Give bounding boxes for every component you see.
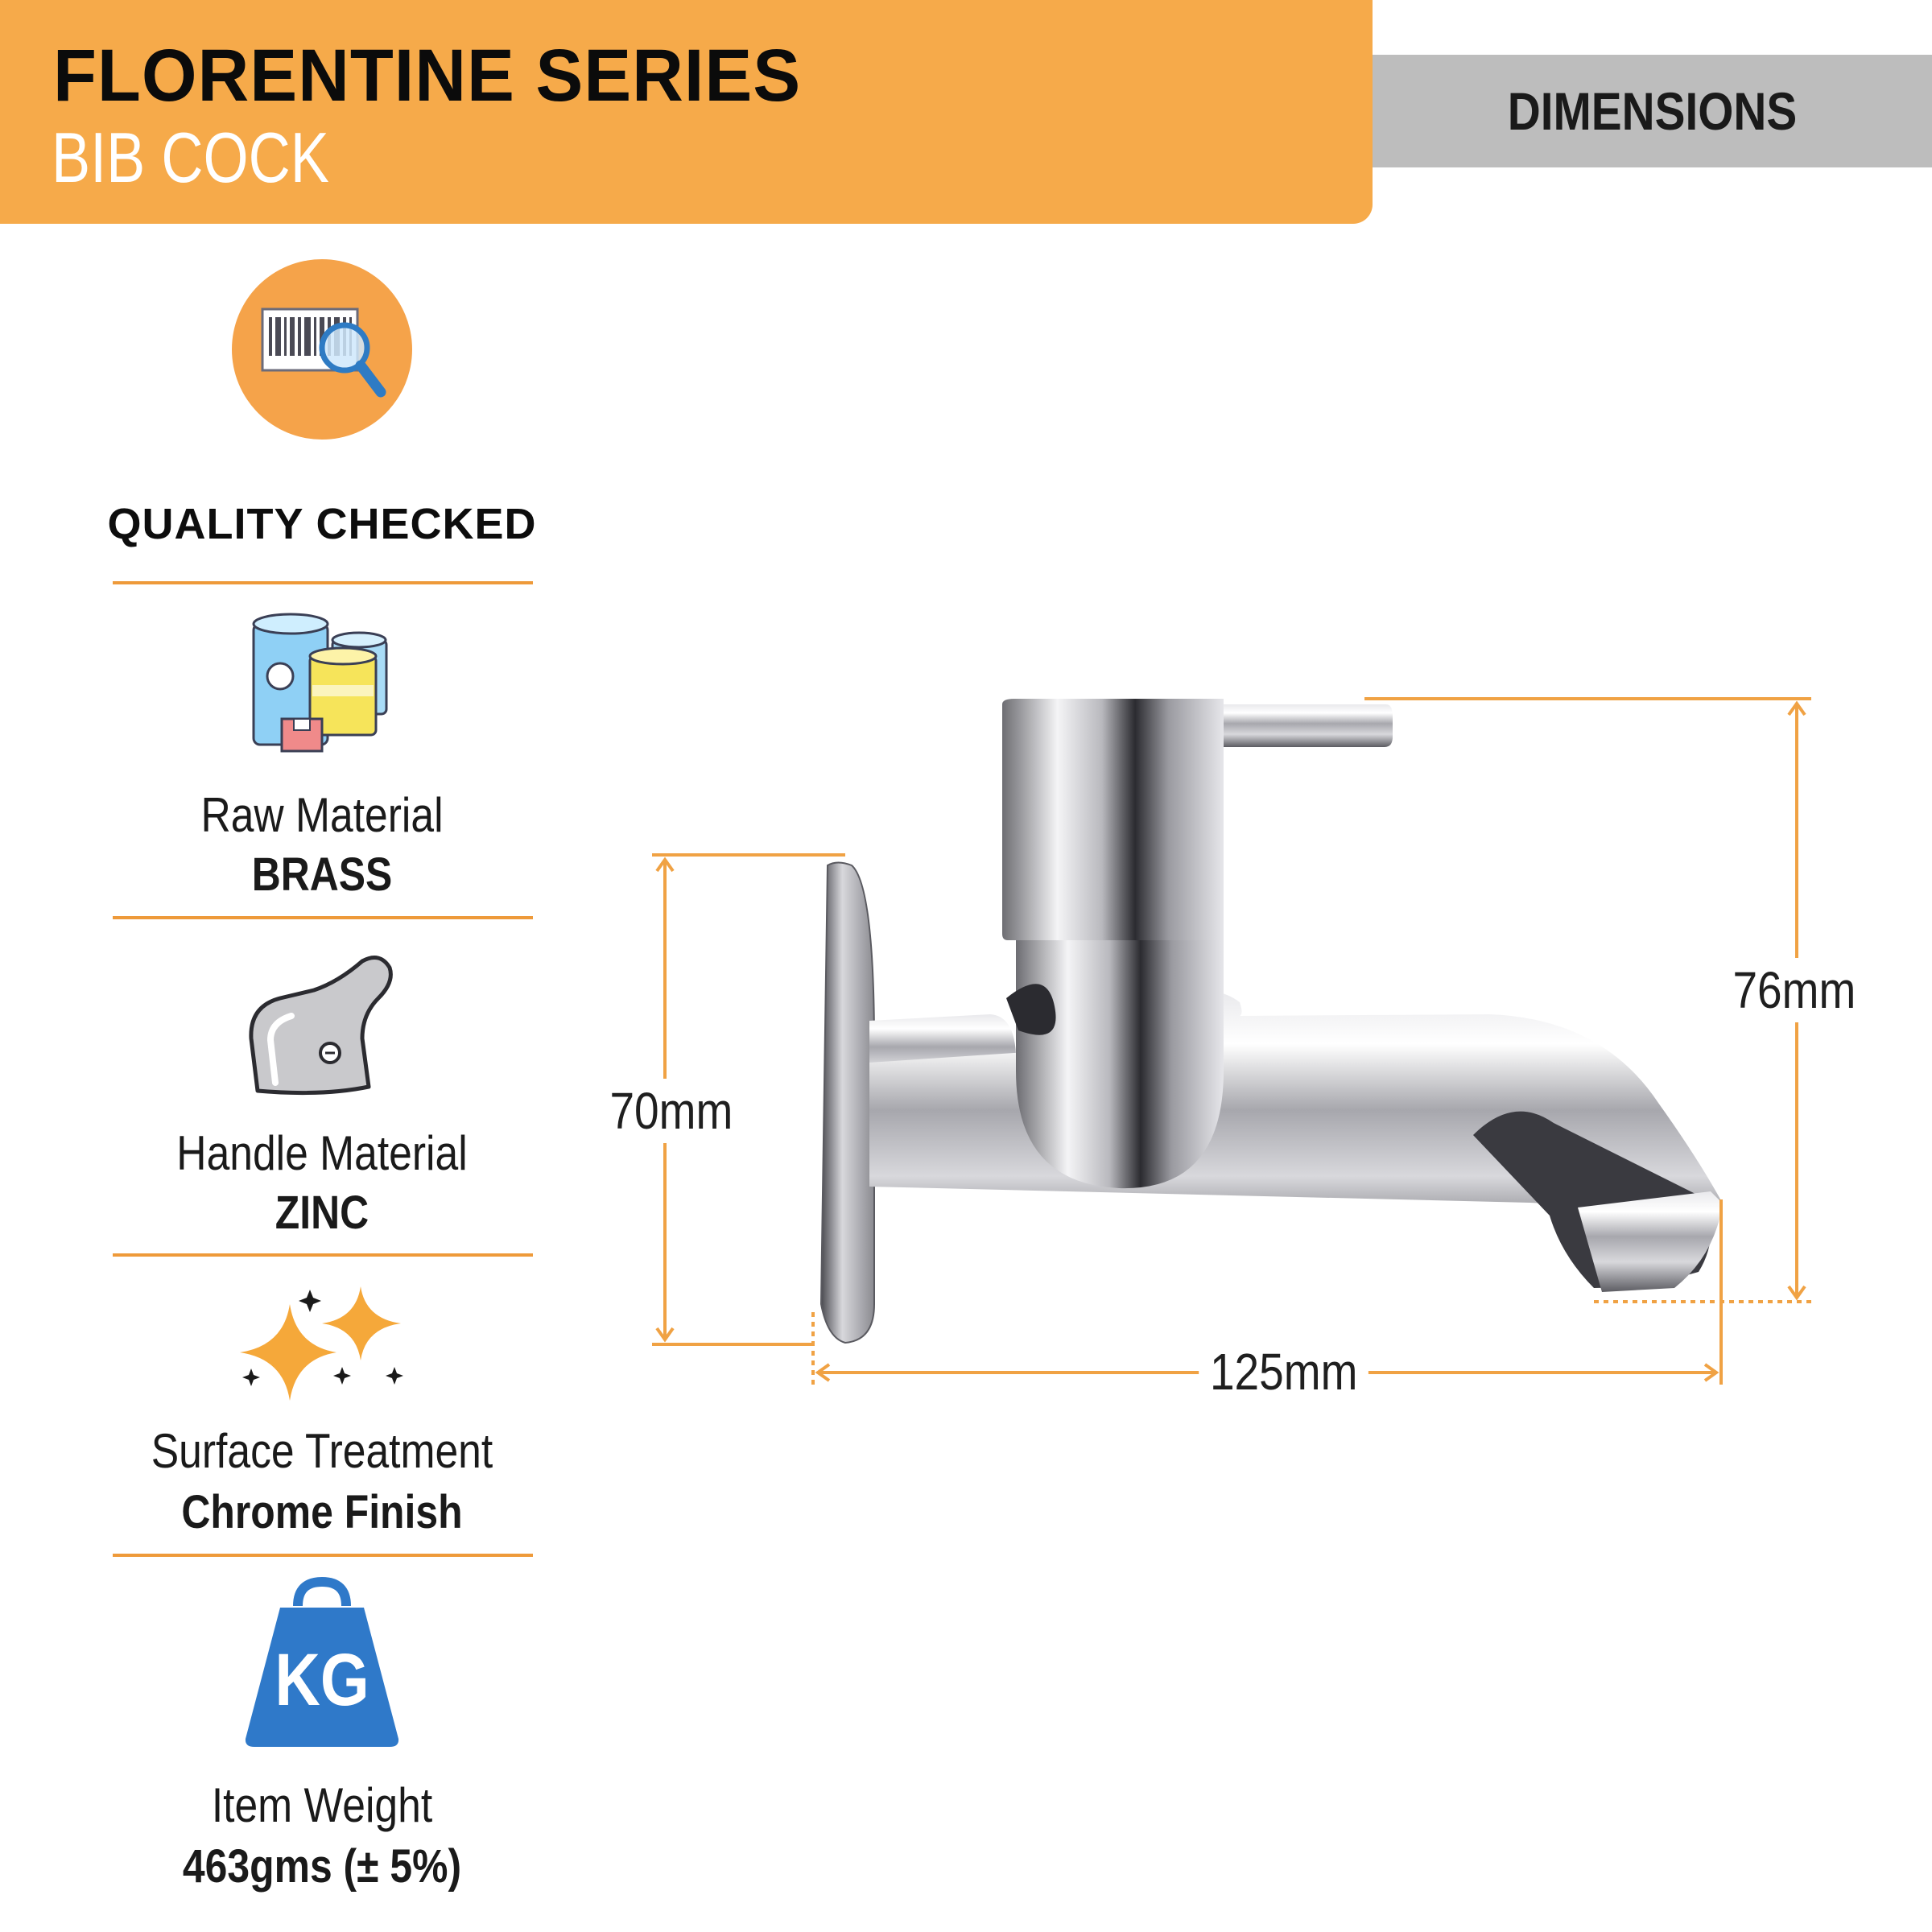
height-left-dimension: 70mm [609,1079,733,1143]
product-name: BIB COCK [52,118,329,197]
height-right-dimension: 76mm [1732,958,1856,1022]
handle-material-value: ZINC [275,1187,369,1239]
handle-material-label: Handle Material [176,1126,468,1180]
surface-treatment-label: Surface Treatment [151,1424,493,1478]
raw-material-label: Raw Material [200,788,444,842]
item-weight-label: Item Weight [211,1778,433,1832]
quality-checked-label: QUALITY CHECKED [107,500,537,548]
surface-treatment-value: Chrome Finish [181,1486,463,1538]
series-title: FLORENTINE SERIES [53,35,802,117]
length-dimension: 125mm [1199,1346,1368,1397]
faucet-image [821,699,1723,1343]
item-weight-value: 463gms (± 5%) [182,1840,462,1893]
raw-material-value: BRASS [251,848,393,901]
dimensions-label: DIMENSIONS [1507,81,1798,141]
weight-badge: KG [275,1639,369,1721]
